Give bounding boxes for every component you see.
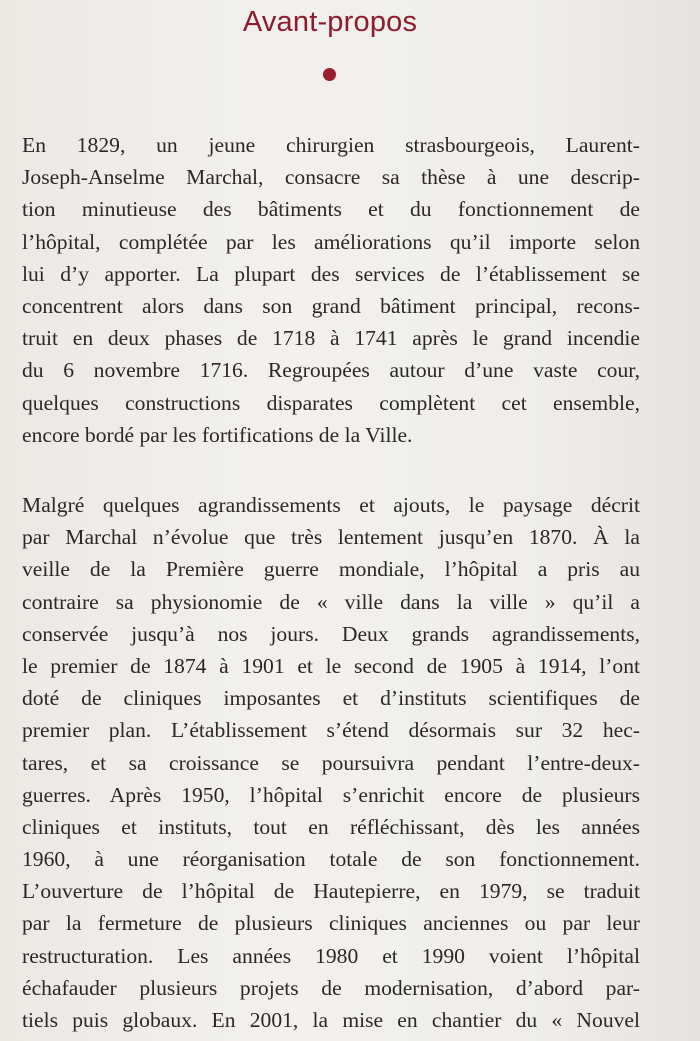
text-line: conservée jusqu’à nos jours. Deux grands agrandissements,	[22, 621, 640, 646]
text-line: le premier de 1874 à 1901 et le second de 1905 à 1914, l’ont	[22, 653, 640, 678]
page-title: Avant-propos	[242, 6, 418, 38]
text-line: veille de la Première guerre mondiale, l’hôpital a pris au	[22, 557, 640, 582]
text-line: tion minutieuse des bâtiments et du fonctionnement de	[22, 197, 640, 222]
text-line: restructuration. Les années 1980 et 1990 voient l’hôpital	[22, 943, 640, 968]
text-line: tares, et sa croissance se poursuivra pendant l’entre-deux-	[22, 750, 640, 775]
text-line: premier plan. L’établissement s’étend désormais sur 32 hec-	[22, 718, 640, 743]
text-line: Malgré quelques agrandissements et ajouts, le paysage décrit	[22, 493, 640, 517]
text-line: 1960, à une réorganisation totale de son fonctionnement.	[22, 847, 640, 872]
text-line: du 6 novembre 1716. Regroupées autour d’une vaste cour,	[22, 358, 640, 383]
text-line: quelques constructions disparates complètent cet ensemble,	[22, 390, 640, 415]
paragraph-2	[22, 489, 640, 1036]
text-line: doté de cliniques imposantes et d’instituts scientifiques de	[22, 686, 640, 711]
text-line: par Marchal n’évolue que très lentement jusqu’en 1870. À la	[22, 525, 640, 550]
text-line: cliniques et instituts, tout en réfléchissant, dès les années	[22, 814, 640, 839]
text-line: concentrent alors dans son grand bâtiment principal, recons-	[22, 293, 640, 318]
text-line: L’ouverture de l’hôpital de Hautepierre, en 1979, se traduit	[22, 879, 640, 904]
text-line: truit en deux phases de 1718 à 1741 après le grand incendie	[22, 326, 640, 351]
text-line: tiels puis globaux. En 2001, la mise en chantier du « Nouvel	[22, 1008, 640, 1032]
text-line: Joseph-Anselme Marchal, consacre sa thèse à une descrip-	[22, 165, 640, 190]
text-line: En 1829, un jeune chirurgien strasbourgeois, Laurent-	[22, 133, 640, 157]
text-line: guerres. Après 1950, l’hôpital s’enrichit encore de plusieurs	[22, 782, 640, 807]
text-line: contraire sa physionomie de « ville dans la ville » qu’il a	[22, 589, 640, 614]
paragraph-1	[22, 129, 640, 451]
text-line: encore bordé par les fortifications de la Ville.	[22, 422, 413, 447]
text-line: lui d’y apporter. La plupart des services de l’établissement se	[22, 261, 640, 286]
text-line: par la fermeture de plusieurs cliniques anciennes ou par leur	[22, 911, 640, 936]
text-line: échafauder plusieurs projets de modernisation, d’abord par-	[22, 975, 640, 1000]
title-ornament-dot	[323, 68, 336, 81]
text-line: l’hôpital, complétée par les améliorations qu’il importe selon	[22, 229, 640, 254]
